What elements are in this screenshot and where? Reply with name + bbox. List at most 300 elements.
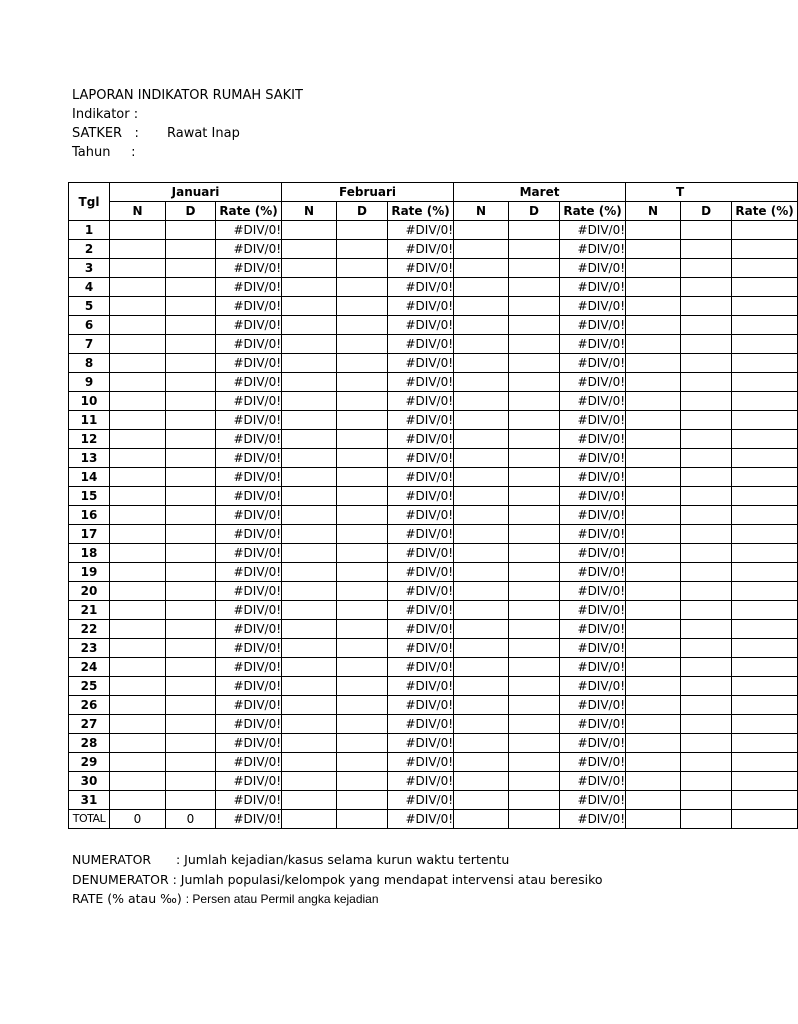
rate-cell: #DIV/0! [560, 316, 626, 335]
table-row [69, 411, 798, 430]
rate-cell [732, 696, 798, 715]
rate-cell: #DIV/0! [216, 639, 282, 658]
rate-cell: #DIV/0! [216, 582, 282, 601]
rate-cell [732, 449, 798, 468]
d-cell [166, 221, 216, 240]
n-cell [282, 335, 337, 354]
rate-cell [732, 259, 798, 278]
denumerator-row [72, 870, 603, 890]
indikator-label: Indikator : [72, 107, 139, 122]
n-cell [454, 772, 509, 791]
day-cell: 10 [69, 392, 110, 411]
d-cell [166, 791, 216, 810]
n-cell [110, 506, 166, 525]
d-cell [681, 354, 732, 373]
d-cell [337, 753, 388, 772]
table-row [69, 297, 798, 316]
d-cell [166, 753, 216, 772]
n-cell [282, 677, 337, 696]
rate-cell: #DIV/0! [216, 430, 282, 449]
d-cell [509, 772, 560, 791]
rate-cell: #DIV/0! [560, 753, 626, 772]
day-cell: 5 [69, 297, 110, 316]
n-cell [626, 316, 681, 335]
rate-cell: #DIV/0! [560, 639, 626, 658]
n-cell [626, 620, 681, 639]
day-cell: 8 [69, 354, 110, 373]
rate-cell: #DIV/0! [216, 221, 282, 240]
sub-header-rate: Rate (%) [560, 202, 626, 221]
d-cell [166, 354, 216, 373]
d-cell [166, 506, 216, 525]
rate-cell: #DIV/0! [388, 430, 454, 449]
rate-cell [732, 354, 798, 373]
n-cell [282, 373, 337, 392]
n-cell [454, 335, 509, 354]
d-cell [166, 639, 216, 658]
d-cell [166, 316, 216, 335]
n-cell [110, 430, 166, 449]
n-cell [110, 677, 166, 696]
rate-cell [732, 601, 798, 620]
d-cell [681, 430, 732, 449]
rate-cell: #DIV/0! [388, 810, 454, 829]
table-row [69, 430, 798, 449]
rate-cell [732, 316, 798, 335]
rate-cell [732, 373, 798, 392]
n-cell [282, 772, 337, 791]
n-cell [626, 411, 681, 430]
d-cell [509, 297, 560, 316]
table-row [69, 582, 798, 601]
d-cell [337, 525, 388, 544]
n-cell [454, 392, 509, 411]
n-cell [110, 753, 166, 772]
d-cell [509, 487, 560, 506]
n-cell [282, 658, 337, 677]
rate-cell: #DIV/0! [388, 297, 454, 316]
rate-cell: #DIV/0! [560, 772, 626, 791]
n-cell [626, 715, 681, 734]
rate-cell: #DIV/0! [388, 582, 454, 601]
satker-row [72, 124, 240, 143]
table-row [69, 316, 798, 335]
sub-header-d: D [509, 202, 560, 221]
n-cell [626, 601, 681, 620]
d-cell [509, 506, 560, 525]
d-cell [509, 392, 560, 411]
d-cell [166, 449, 216, 468]
n-cell [454, 354, 509, 373]
table-row [69, 259, 798, 278]
d-cell [509, 411, 560, 430]
rate-cell: #DIV/0! [388, 791, 454, 810]
rate-cell [732, 221, 798, 240]
n-cell [110, 791, 166, 810]
n-cell [110, 544, 166, 563]
n-cell [454, 240, 509, 259]
d-cell [166, 715, 216, 734]
rate-cell: #DIV/0! [216, 316, 282, 335]
n-cell [454, 373, 509, 392]
n-cell: 0 [110, 810, 166, 829]
rate-cell [732, 240, 798, 259]
rate-cell [732, 810, 798, 829]
sub-header-n: N [110, 202, 166, 221]
d-cell [681, 316, 732, 335]
rate-cell: #DIV/0! [560, 240, 626, 259]
rate-cell: #DIV/0! [216, 449, 282, 468]
n-cell [454, 563, 509, 582]
tgl-header: Tgl [69, 183, 110, 221]
rate-cell: #DIV/0! [560, 715, 626, 734]
n-cell [626, 487, 681, 506]
d-cell [681, 715, 732, 734]
table-row [69, 335, 798, 354]
table-row [69, 734, 798, 753]
rate-cell: #DIV/0! [560, 544, 626, 563]
rate-cell [732, 506, 798, 525]
n-cell [110, 278, 166, 297]
n-cell [282, 791, 337, 810]
day-cell: 25 [69, 677, 110, 696]
n-cell [282, 620, 337, 639]
d-cell [509, 810, 560, 829]
rate-cell: #DIV/0! [388, 715, 454, 734]
rate-cell: #DIV/0! [560, 620, 626, 639]
rate-cell: #DIV/0! [216, 772, 282, 791]
denumerator-text: : Jumlah populasi/kelompok yang mendapat intervensi atau beresiko [172, 871, 603, 887]
n-cell [626, 563, 681, 582]
d-cell [681, 468, 732, 487]
tahun-label: Tahun : [72, 145, 136, 160]
n-cell [454, 601, 509, 620]
rate-label: RATE (% atau ‰) [72, 891, 182, 906]
rate-cell: #DIV/0! [216, 620, 282, 639]
rate-cell: #DIV/0! [388, 753, 454, 772]
n-cell [110, 487, 166, 506]
rate-cell: #DIV/0! [216, 677, 282, 696]
n-cell [282, 487, 337, 506]
d-cell [337, 544, 388, 563]
d-cell [166, 259, 216, 278]
d-cell [337, 582, 388, 601]
rate-cell: #DIV/0! [560, 791, 626, 810]
rate-cell: #DIV/0! [216, 696, 282, 715]
sub-header-row [69, 202, 798, 221]
d-cell [681, 601, 732, 620]
denumerator-label: DENUMERATOR [72, 871, 169, 887]
d-cell [337, 658, 388, 677]
d-cell [681, 563, 732, 582]
rate-cell: #DIV/0! [216, 658, 282, 677]
n-cell [454, 658, 509, 677]
day-cell: 16 [69, 506, 110, 525]
n-cell [626, 297, 681, 316]
day-cell: 21 [69, 601, 110, 620]
n-cell [110, 696, 166, 715]
d-cell [337, 449, 388, 468]
d-cell [337, 468, 388, 487]
numerator-row [72, 850, 603, 870]
d-cell [337, 639, 388, 658]
rate-cell: #DIV/0! [560, 297, 626, 316]
d-cell [681, 525, 732, 544]
n-cell [454, 297, 509, 316]
n-cell [282, 753, 337, 772]
total-label: TOTAL [69, 810, 110, 829]
d-cell [337, 734, 388, 753]
day-cell: 24 [69, 658, 110, 677]
table-row [69, 753, 798, 772]
n-cell [454, 791, 509, 810]
rate-cell: #DIV/0! [388, 221, 454, 240]
rate-cell: #DIV/0! [388, 373, 454, 392]
table-row [69, 696, 798, 715]
n-cell [626, 734, 681, 753]
d-cell [509, 335, 560, 354]
n-cell [626, 240, 681, 259]
rate-cell [732, 544, 798, 563]
d-cell: 0 [166, 810, 216, 829]
day-cell: 4 [69, 278, 110, 297]
n-cell [626, 639, 681, 658]
n-cell [110, 525, 166, 544]
d-cell [337, 563, 388, 582]
day-cell: 19 [69, 563, 110, 582]
d-cell [681, 753, 732, 772]
sub-header-rate: Rate (%) [732, 202, 798, 221]
d-cell [681, 297, 732, 316]
d-cell [166, 335, 216, 354]
d-cell [681, 240, 732, 259]
n-cell [454, 544, 509, 563]
rate-cell: #DIV/0! [388, 392, 454, 411]
rate-cell [732, 278, 798, 297]
rate-cell: #DIV/0! [216, 354, 282, 373]
n-cell [282, 430, 337, 449]
day-cell: 2 [69, 240, 110, 259]
month-header: T [626, 183, 798, 202]
d-cell [337, 259, 388, 278]
rate-cell: #DIV/0! [560, 335, 626, 354]
rate-cell: #DIV/0! [216, 506, 282, 525]
sub-header-rate: Rate (%) [216, 202, 282, 221]
rate-cell: #DIV/0! [560, 696, 626, 715]
n-cell [282, 506, 337, 525]
rate-cell: #DIV/0! [216, 487, 282, 506]
n-cell [626, 753, 681, 772]
d-cell [337, 240, 388, 259]
n-cell [626, 468, 681, 487]
d-cell [509, 696, 560, 715]
d-cell [166, 487, 216, 506]
day-cell: 6 [69, 316, 110, 335]
d-cell [681, 449, 732, 468]
rate-cell: #DIV/0! [560, 430, 626, 449]
sub-header-d: D [337, 202, 388, 221]
rate-cell: #DIV/0! [216, 601, 282, 620]
d-cell [337, 696, 388, 715]
n-cell [282, 259, 337, 278]
d-cell [509, 753, 560, 772]
n-cell [282, 297, 337, 316]
rate-cell [732, 715, 798, 734]
rate-cell: #DIV/0! [388, 468, 454, 487]
table-row [69, 278, 798, 297]
table-row [69, 449, 798, 468]
rate-cell: #DIV/0! [388, 506, 454, 525]
indicator-table-container [68, 182, 794, 834]
d-cell [681, 278, 732, 297]
n-cell [626, 449, 681, 468]
rate-cell: #DIV/0! [560, 582, 626, 601]
table-row [69, 506, 798, 525]
table-row [69, 221, 798, 240]
rate-cell [732, 487, 798, 506]
d-cell [681, 544, 732, 563]
d-cell [166, 411, 216, 430]
rate-cell: #DIV/0! [388, 544, 454, 563]
n-cell [110, 601, 166, 620]
day-cell: 18 [69, 544, 110, 563]
n-cell [282, 715, 337, 734]
d-cell [166, 297, 216, 316]
n-cell [626, 677, 681, 696]
rate-cell: #DIV/0! [216, 544, 282, 563]
d-cell [337, 791, 388, 810]
rate-cell: #DIV/0! [216, 411, 282, 430]
n-cell [282, 278, 337, 297]
table-row [69, 791, 798, 810]
table-row [69, 772, 798, 791]
d-cell [509, 658, 560, 677]
d-cell [681, 772, 732, 791]
n-cell [454, 582, 509, 601]
rate-cell: #DIV/0! [560, 354, 626, 373]
n-cell [282, 810, 337, 829]
rate-cell [732, 734, 798, 753]
d-cell [509, 734, 560, 753]
day-cell: 23 [69, 639, 110, 658]
d-cell [166, 373, 216, 392]
numerator-text: : Jumlah kejadian/kasus selama kurun waktu tertentu [176, 852, 510, 867]
day-cell: 28 [69, 734, 110, 753]
d-cell [509, 525, 560, 544]
table-row [69, 487, 798, 506]
rate-cell: #DIV/0! [560, 259, 626, 278]
table-row [69, 525, 798, 544]
table-row [69, 392, 798, 411]
legend [72, 850, 603, 910]
n-cell [282, 601, 337, 620]
d-cell [337, 221, 388, 240]
rate-cell: #DIV/0! [388, 240, 454, 259]
rate-cell: #DIV/0! [560, 373, 626, 392]
table-row [69, 544, 798, 563]
rate-row [72, 889, 603, 910]
table-row [69, 639, 798, 658]
n-cell [626, 259, 681, 278]
d-cell [509, 221, 560, 240]
d-cell [681, 734, 732, 753]
n-cell [626, 278, 681, 297]
rate-cell: #DIV/0! [388, 563, 454, 582]
n-cell [454, 259, 509, 278]
n-cell [454, 487, 509, 506]
n-cell [282, 221, 337, 240]
d-cell [166, 620, 216, 639]
d-cell [509, 316, 560, 335]
rate-cell [732, 658, 798, 677]
n-cell [110, 373, 166, 392]
n-cell [626, 335, 681, 354]
n-cell [282, 696, 337, 715]
n-cell [110, 411, 166, 430]
rate-cell: #DIV/0! [388, 677, 454, 696]
rate-cell: #DIV/0! [560, 601, 626, 620]
sub-header-rate: Rate (%) [388, 202, 454, 221]
n-cell [110, 468, 166, 487]
n-cell [110, 335, 166, 354]
rate-cell: #DIV/0! [560, 468, 626, 487]
rate-cell: #DIV/0! [388, 487, 454, 506]
n-cell [110, 772, 166, 791]
d-cell [681, 392, 732, 411]
d-cell [166, 392, 216, 411]
n-cell [626, 772, 681, 791]
n-cell [110, 639, 166, 658]
rate-cell [732, 772, 798, 791]
d-cell [337, 620, 388, 639]
d-cell [509, 354, 560, 373]
d-cell [166, 430, 216, 449]
d-cell [166, 677, 216, 696]
rate-cell: #DIV/0! [560, 411, 626, 430]
n-cell [110, 240, 166, 259]
d-cell [166, 582, 216, 601]
n-cell [454, 715, 509, 734]
n-cell [110, 259, 166, 278]
d-cell [681, 620, 732, 639]
d-cell [681, 658, 732, 677]
day-cell: 22 [69, 620, 110, 639]
rate-cell: #DIV/0! [216, 715, 282, 734]
day-cell: 1 [69, 221, 110, 240]
n-cell [110, 392, 166, 411]
n-cell [626, 392, 681, 411]
rate-cell: #DIV/0! [560, 734, 626, 753]
rate-cell: #DIV/0! [216, 468, 282, 487]
table-row [69, 715, 798, 734]
d-cell [509, 582, 560, 601]
d-cell [337, 373, 388, 392]
table-row [69, 563, 798, 582]
day-cell: 17 [69, 525, 110, 544]
n-cell [626, 791, 681, 810]
rate-cell [732, 620, 798, 639]
sub-header-n: N [626, 202, 681, 221]
rate-cell: #DIV/0! [216, 525, 282, 544]
rate-cell: #DIV/0! [216, 734, 282, 753]
n-cell [110, 316, 166, 335]
n-cell [282, 354, 337, 373]
rate-cell: #DIV/0! [560, 677, 626, 696]
d-cell [509, 791, 560, 810]
table-row [69, 468, 798, 487]
sub-header-d: D [681, 202, 732, 221]
day-cell: 15 [69, 487, 110, 506]
